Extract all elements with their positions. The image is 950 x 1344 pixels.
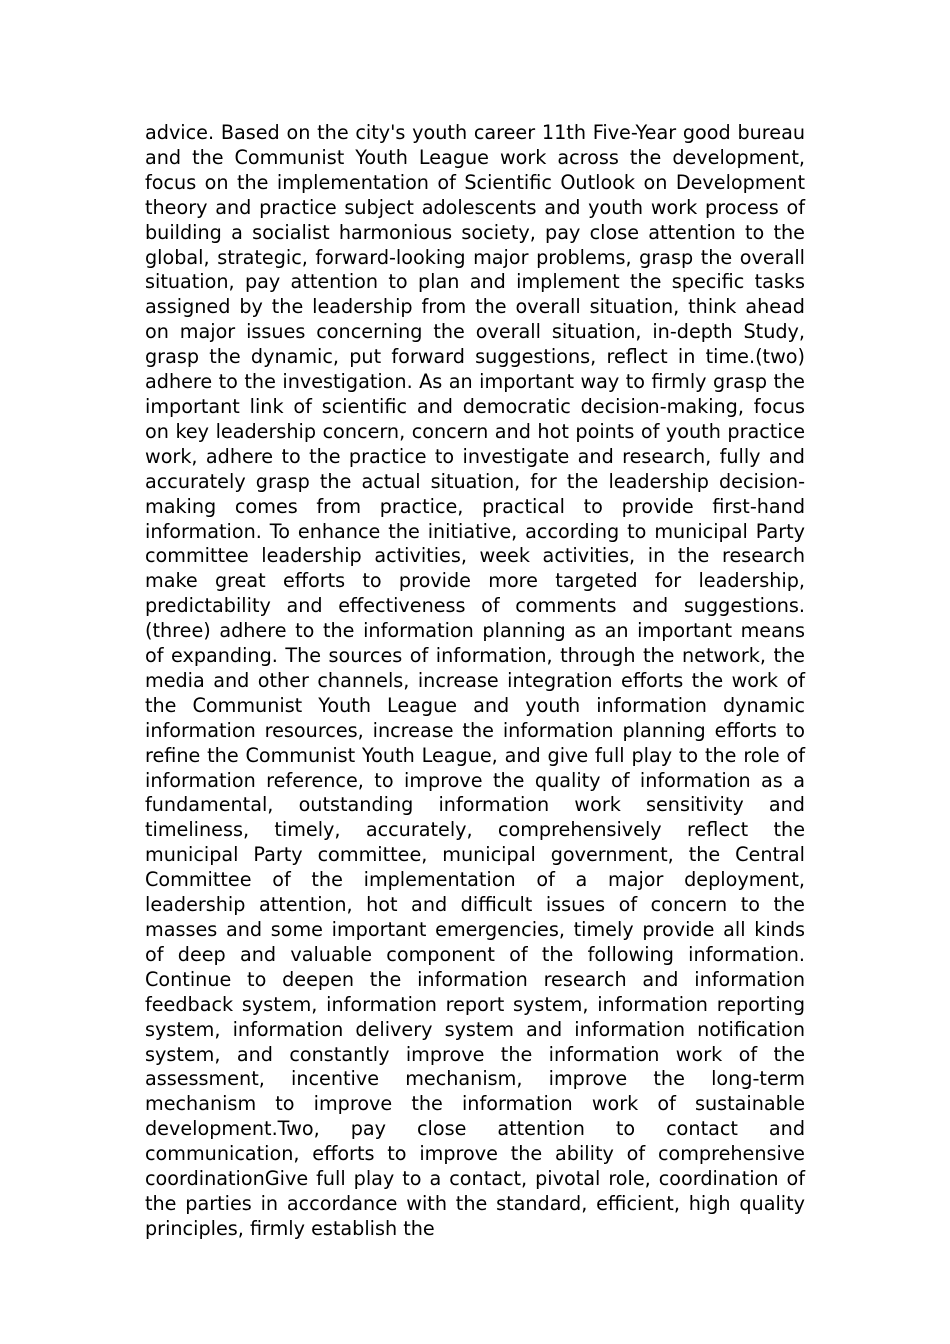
body-paragraph: advice. Based on the city's youth career 11th Five-Year good bureau and the Communist Youth League work across the development, focus on the implementation of Scientific Outlook on Development theory and practice subject adolescents and youth work process of building a socialist harmonious society, pay close attention to the global, strategic, forward-looking major problems, grasp the overall situation, pay attention to plan and implement the specific tasks assigned by the leadership from the overall situation, think ahead on major issues concerning the overall situation, in-depth Study, grasp the dynamic, put forward suggestions, reflect in time.(two) adhere to the investigation. As an important way to firmly grasp the important link of scientific and democratic decision-making, focus on key leadership concern, concern and hot points of youth practice work, adhere to the practice to investigate and research, fully and accurately grasp the actual situation, for the leadership decision-making comes from practice, practical to provide first-hand information. To enhance the initiative, according to municipal Party committee leadership activities, week activities, in the research make great efforts to provide more targeted for leadership, predictability and effectiveness of comments and suggestions.(three) adhere to the information planning as an important means of expanding. The sources of information, through the network, the media and other channels, increase integration efforts the work of the Communist Youth League and youth information dynamic information resources, increase the information planning efforts to refine the Communist Youth League, and give full play to the role of information reference, to improve the quality of information as a fundamental, outstanding information work sensitivity and timeliness, timely, accurately, comprehensively reflect the municipal Party committee, municipal government, the Central Committee of the implementation of a major deployment, leadership attention, hot and difficult issues of concern to the masses and some important emergencies, timely provide all kinds of deep and valuable component of the following information. Continue to deepen the information research and information feedback system, information report system, information reporting system, information delivery system and information notification system, and constantly improve the information work of the assessment, incentive mechanism, improve the long-term mechanism to improve the information work of sustainable development.Two, pay close attention to contact and communication, efforts to improve the ability of comprehensive coordinationGive full play to a contact, pivotal role, coordination of the parties in accordance with the standard, efficient, high quality principles, firmly establish the (145, 121, 805, 1240)
